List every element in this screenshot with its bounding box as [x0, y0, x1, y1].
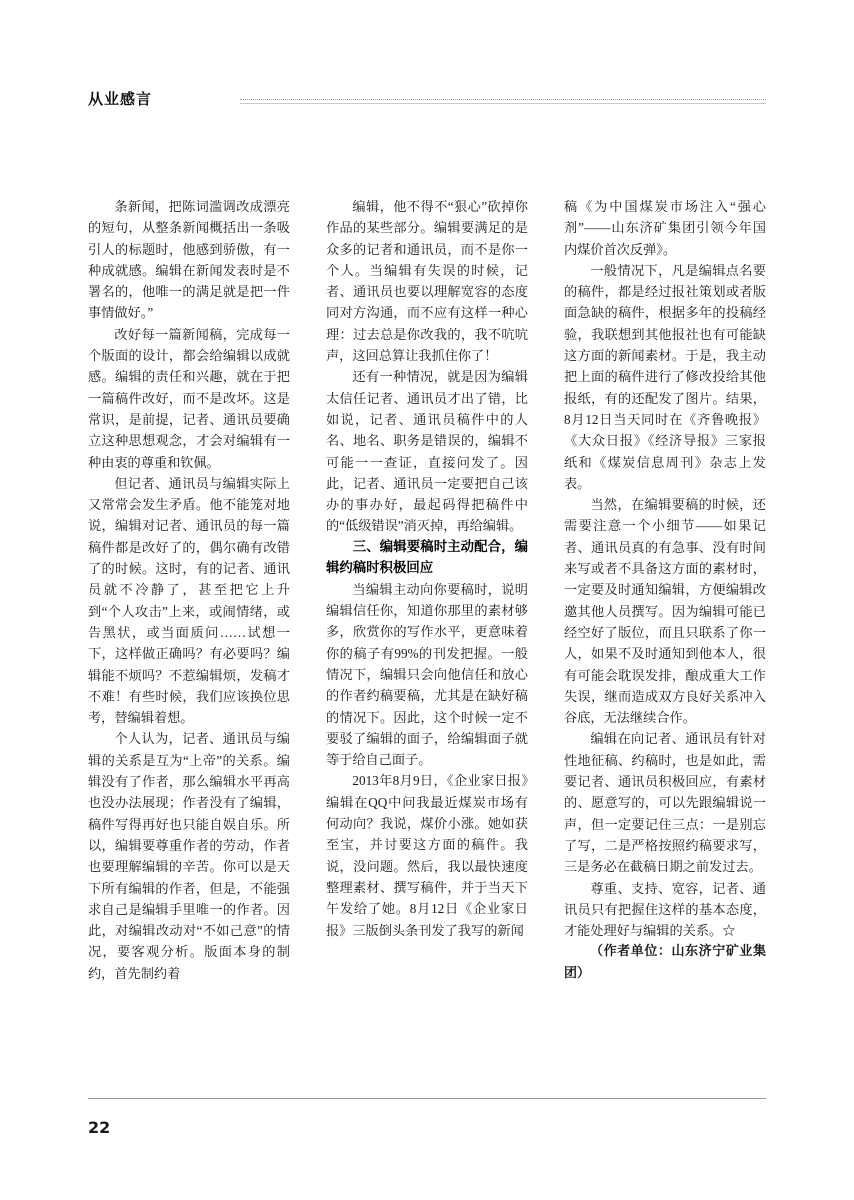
body-paragraph: 稿《为中国煤炭市场注入“强心剂”——山东济矿集团引领今年国内煤价首次反弹》。 [564, 199, 766, 257]
body-paragraph: 编辑在向记者、通讯员有针对性地征稿、约稿时，也是如此，需要记者、通讯员积极回应，有素材的、愿意写的，可以先跟编辑说一声，但一定要记住三点：一是别忘了写，二是严格按照约稿要求写，三是务必在截稿日期之前发过去。 [564, 731, 766, 875]
body-paragraph: 当然，在编辑要稿的时候，还需要注意一个小细节——如果记者、通讯员真的有急事、没有时间来写或者不具备这方面的素材时，一定要及时通知编辑，方便编辑改邀其他人员撰写。因为编辑可能已经空好了版位，而且只联系了你一人，如果不及时通知到他本人，很有可能会耽误发排，酿成重大工作失误，继而造成双方良好关系冲入谷底，无法继续合作。 [564, 497, 766, 726]
body-paragraph: 个人认为，记者、通讯员与编辑的关系是互为“上帝”的关系。编辑没有了作者，那么编辑水平再高也没办法展现；作者没有了编辑，稿件写得再好也只能自娱自乐。所以，编辑要尊重作者的劳动，作者也要理解编辑的辛苦。你可以是天下所有编辑的作者，但是，不能强求自己是编辑手里唯一的作者。因此，对编辑改动对“不如己意”的情况，要客观分析。版面本身的制约，首先制约着 [88, 731, 290, 981]
article-columns [88, 196, 766, 1086]
column-1 [88, 196, 290, 1086]
body-paragraph: 当编辑主动向你要稿时，说明编辑信任你，知道你那里的素材够多，欣赏你的写作水平，更意味着你的稿子有99%的刊发把握。一般情况下，编辑只会向他信任和放心的作者约稿要稿，尤其是在缺好稿的情况下。因此，这个时候一定不要驳了编辑的面子，给编辑面子就等于给自己面子。 [326, 581, 528, 768]
section-title-bold: 从业感言 [88, 90, 153, 108]
body-paragraph: 改好每一篇新闻稿，完成每一个版面的设计，都会给编辑以成就感。编辑的责任和兴趣，就在于把一篇稿件改好，而不是改坏。这是常识，是前提，记者、通讯员要确立这种思想观念，才会对编辑有一种由衷的尊重和钦佩。 [88, 326, 290, 470]
author-affiliation: （作者单位：山东济宁矿业集团） [564, 944, 766, 981]
body-paragraph: 还有一种情况，就是因为编辑太信任记者、通讯员才出了错，比如说，记者、通讯员稿件中的人名、地名、职务是错误的，编辑不可能一一查证，直接问发了。因此，记者、通讯员一定要把自己该办的事办好，最起码得把稿件中的“低级错误”消灭掉，再给编辑。 [326, 369, 528, 534]
section-title [88, 88, 152, 109]
column-2 [326, 196, 528, 1086]
footer-divider [88, 1098, 766, 1099]
body-paragraph: 编辑，他不得不“狠心”砍掉你作品的某些部分。编辑要满足的是众多的记者和通讯员，而不是你一个人。当编辑有失误的时候，记者、通讯员也要以理解宽容的态度同对方沟通，而不应有这样一种心理：过去总是你改我的，我不吭吭声，这回总算让我抓住你了！ [326, 199, 528, 364]
section-subheading: 三、编辑要稿时主动配合，编辑约稿时积极回应 [326, 539, 528, 576]
header-divider [240, 99, 766, 104]
body-paragraph: 但记者、通讯员与编辑实际上又常常会发生矛盾。他不能笼对地说，编辑对记者、通讯员的每一篇稿件都是改好了的，偶尔确有改错了的时候。这时，有的记者、通讯员就不冷静了，甚至把它上升到“个人攻击”上来，或闹情绪，或告黑状，或当面质问……试想一下，这样做正确吗？有必要吗？编辑能不烦吗？不惹编辑烦，发稿才不难！有些时候，我们应该换位思考，替编辑着想。 [88, 475, 290, 726]
body-paragraph: 条新闻，把陈词滥调改成漂亮的短句，从整条新闻概括出一条吸引人的标题时，他感到骄傲，有一种成就感。编辑在新闻发表时是不署名的，他唯一的满足就是把一件事情做好。” [88, 199, 290, 321]
body-paragraph: 一般情况下，凡是编辑点名要的稿件，都是经过报社策划或者版面急缺的稿件，根据多年的投稿经验，我联想到其他报社也有可能缺这方面的新闻素材。于是，我主动把上面的稿件进行了修改投给其他报纸，有的还配发了图片。结果，8月12日当天同时在《齐鲁晚报》《大众日报》《经济导报》三家报纸和《煤炭信息周刊》杂志上发表。 [564, 262, 766, 491]
column-3 [564, 196, 766, 1086]
page-header [88, 88, 766, 114]
page-number: 22 [88, 1118, 111, 1137]
body-paragraph: 2013年8月9日，《企业家日报》编辑在QQ中问我最近煤炭市场有何动向？我说，煤价小涨。她如获至宝，并讨要这方面的稿件。我说，没问题。然后，我以最快速度整理素材、撰写稿件，并于当天下午发给了她。8月12日《企业家日报》三版倒头条刊发了我写的新闻 [326, 773, 528, 938]
body-paragraph: 尊重、支持、宽容，记者、通讯员只有把握住这样的基本态度，才能处理好与编辑的关系。☆ [564, 880, 766, 939]
